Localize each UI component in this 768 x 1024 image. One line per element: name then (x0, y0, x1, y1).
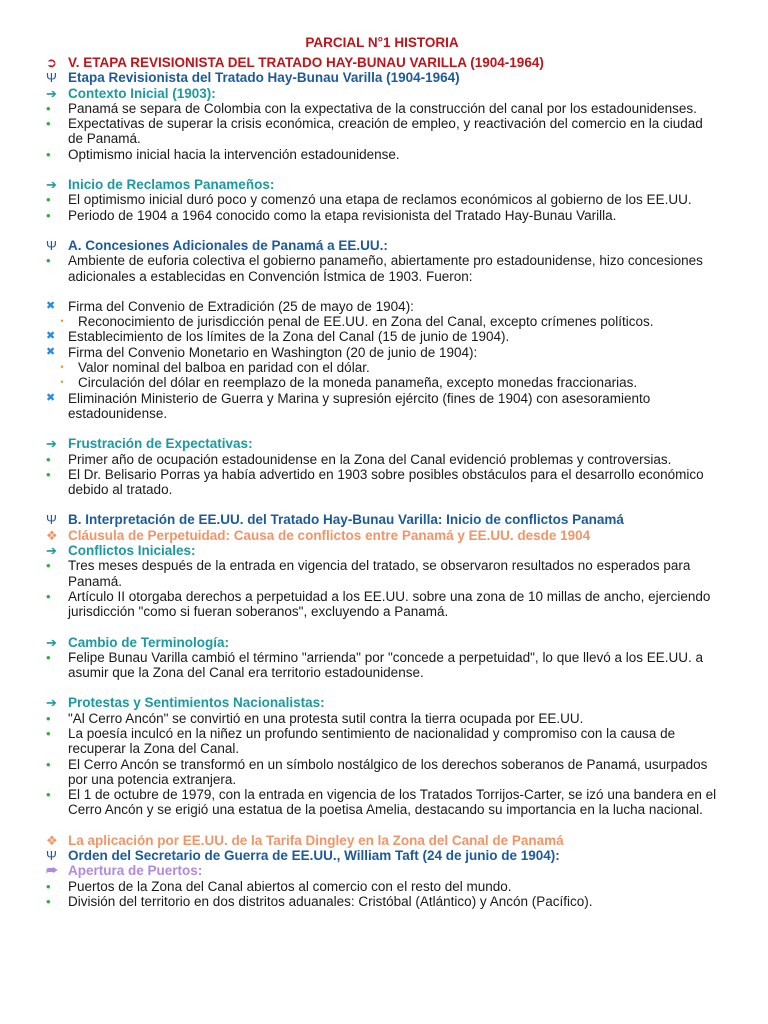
section-heading (46, 512, 718, 527)
page-title: PARCIAL N°1 HISTORIA (305, 35, 459, 50)
line-text: Panamá se separa de Colombia con la expectativa de la construcción del canal por los estadounidenses. (68, 100, 697, 116)
section-heading (46, 863, 718, 878)
spacer (46, 680, 718, 695)
line-text: El Dr. Belisario Porras ya había advertido en 1903 sobre posibles obstáculos para el desarrollo económico debido al tratado. (68, 466, 704, 498)
line-text: La aplicación por EE.UU. de la Tarifa Dingley en la Zona del Canal de Panamá (68, 832, 564, 848)
line-text: V. ETAPA REVISIONISTA DEL TRATADO HAY-BUNAU VARILLA (1904-1964) (68, 55, 544, 70)
bullet-item (46, 650, 718, 681)
sub-sub-item (46, 375, 718, 390)
line-marker-icon: • (46, 725, 51, 741)
spacer (46, 223, 718, 238)
spacer (46, 818, 718, 833)
line-marker-icon: Ψ (46, 512, 57, 528)
line-marker-icon: • (46, 100, 51, 116)
bullet-item (46, 787, 718, 818)
bullet-item (46, 253, 718, 284)
bullet-item (46, 879, 718, 894)
line-marker-icon: ➔ (46, 85, 57, 101)
line-marker-icon: • (60, 316, 64, 327)
line-text: División del territorio en dos distritos aduanales: Cristóbal (Atlántico) y Ancón (Pacífico). (68, 893, 593, 909)
line-text: Apertura de Puertos: (68, 863, 203, 879)
line-text: A. Concesiones Adicionales de Panamá a EE.UU.: (68, 237, 388, 253)
line-marker-icon: Ψ (46, 848, 57, 864)
line-marker-icon: • (46, 756, 51, 772)
bullet-item (46, 452, 718, 467)
sub-sub-item (46, 314, 718, 329)
bullet-item (46, 894, 718, 909)
line-text: Ambiente de euforia colectiva el gobierno panameño, abiertamente pro estadounidense, hizo concesiones adicionales a establecidas en Convención Ístmica de 1903. Fueron: (68, 253, 703, 284)
line-text: Orden del Secretario de Guerra de EE.UU., William Taft (24 de junio de 1904): (68, 848, 560, 864)
line-text: "Al Cerro Ancón" se convirtió en una protesta sutil contra la tierra ocupada por EE.UU. (68, 710, 584, 726)
line-marker-icon: • (46, 207, 51, 223)
line-marker-icon: • (60, 362, 64, 373)
line-text: Establecimiento de los límites de la Zona del Canal (15 de junio de 1904). (68, 329, 510, 345)
line-marker-icon: • (46, 710, 51, 726)
spacer (46, 421, 718, 436)
line-text: Artículo II otorgaba derechos a perpetuidad a los EE.UU. sobre una zona de 10 millas de ancho, ejerciendo jurisdicción "como si fueran soberanos", excluyendo a Panamá. (68, 588, 711, 620)
line-marker-icon: ✖ (46, 391, 56, 404)
section-heading (46, 86, 718, 101)
document-content (46, 55, 718, 909)
line-text: Contexto Inicial (1903): (68, 85, 216, 101)
line-text: Conflictos Iniciales: (68, 543, 196, 559)
section-heading (46, 543, 718, 558)
spacer (46, 162, 718, 177)
line-text: Valor nominal del balboa en paridad con el dólar. (78, 360, 370, 376)
section-heading (46, 177, 718, 192)
line-marker-icon: • (46, 146, 51, 162)
section-heading (46, 55, 718, 70)
line-marker-icon: • (46, 466, 51, 482)
bullet-item (46, 589, 718, 620)
line-text: El 1 de octubre de 1979, con la entrada en vigencia de los Tratados Torrijos-Carter, se izó una bandera en el Cerro Ancón y se erigió una estatua de la poetisa Amelia, destacando su importancia en la lucha nacional. (68, 787, 717, 818)
bullet-item (46, 208, 718, 223)
sub-item (46, 345, 718, 360)
line-marker-icon: • (46, 649, 51, 665)
sub-item (46, 391, 718, 422)
line-text: La poesía inculcó en la niñez un profundo sentimiento de nacionalidad y compromiso con la causa de recuperar la Zona del Canal. (68, 725, 676, 757)
section-heading (46, 238, 718, 253)
bullet-item (46, 757, 718, 788)
section-heading (46, 695, 718, 710)
line-text: Primer año de ocupación estadounidense en la Zona del Canal evidenció problemas y controversias. (68, 451, 672, 467)
bullet-item (46, 147, 718, 162)
line-text: Frustración de Expectativas: (68, 436, 253, 452)
bullet-item (46, 116, 718, 147)
section-heading (46, 635, 718, 650)
line-text: El optimismo inicial duró poco y comenzó una etapa de reclamos económicos al gobierno de los EE.UU. (68, 192, 692, 208)
line-marker-icon: • (46, 588, 51, 604)
section-heading (46, 848, 718, 863)
line-marker-icon: • (46, 878, 51, 894)
line-text: Eliminación Ministerio de Guerra y Marina y supresión ejército (fines de 1904) con asesoramiento estadounidense. (68, 390, 651, 421)
bullet-item (46, 192, 718, 207)
line-text: Optimismo inicial hacia la intervención estadounidense. (68, 146, 400, 162)
sub-item (46, 299, 718, 314)
bullet-item (46, 558, 718, 589)
line-text: Firma del Convenio Monetario en Washington (20 de junio de 1904): (68, 344, 478, 360)
spacer (46, 284, 718, 299)
line-marker-icon: • (46, 451, 51, 467)
line-marker-icon: ⮫ (46, 863, 59, 879)
line-text: El Cerro Ancón se transformó en un símbolo nostálgico de los derechos soberanos de Panamá, usurpados por una potencia extranjera. (68, 756, 708, 787)
line-text: Circulación del dólar en reemplazo de la moneda panameña, excepto monedas fraccionarias. (78, 375, 638, 391)
line-marker-icon: ➔ (46, 436, 57, 452)
line-text: Tres meses después de la entrada en vigencia del tratado, se observaron resultados no esperados para Panamá. (68, 558, 691, 589)
line-marker-icon: • (46, 253, 51, 269)
line-marker-icon: • (46, 558, 51, 574)
line-marker-icon: ✖ (46, 330, 56, 343)
line-text: Puertos de la Zona del Canal abiertos al comercio con el resto del mundo. (68, 878, 512, 894)
line-marker-icon: ❖ (46, 527, 58, 543)
line-marker-icon: ➔ (46, 634, 57, 650)
line-marker-icon: Ψ (46, 70, 57, 86)
line-marker-icon: ➔ (46, 695, 57, 711)
line-marker-icon: • (46, 893, 51, 909)
line-text: Protestas y Sentimientos Nacionalistas: (68, 695, 325, 711)
line-text: Cláusula de Perpetuidad: Causa de conflictos entre Panamá y EE.UU. desde 1904 (68, 527, 591, 543)
section-heading (46, 436, 718, 451)
line-text: Etapa Revisionista del Tratado Hay-Bunau Varilla (1904-1964) (68, 70, 460, 86)
bullet-item (46, 726, 718, 757)
line-marker-icon: • (46, 116, 51, 132)
line-marker-icon: ❖ (46, 832, 58, 848)
bullet-item (46, 467, 718, 498)
line-marker-icon: • (46, 787, 51, 803)
spacer (46, 497, 718, 512)
section-heading (46, 833, 718, 848)
line-marker-icon: ✖ (46, 299, 56, 312)
line-text: Firma del Convenio de Extradición (25 de mayo de 1904): (68, 298, 414, 314)
spacer (46, 620, 718, 635)
line-text: Inicio de Reclamos Panameños: (68, 177, 275, 193)
sub-sub-item (46, 360, 718, 375)
line-marker-icon: • (46, 192, 51, 208)
section-heading (46, 528, 718, 543)
line-text: Reconocimiento de jurisdicción penal de EE.UU. en Zona del Canal, excepto crímenes políticos. (78, 314, 654, 330)
line-marker-icon: ➲ (46, 55, 57, 70)
line-text: Felipe Bunau Varilla cambió el término "arrienda" por "concede a perpetuidad", lo que llevó a los EE.UU. a asumir que la Zona del Canal era territorio estadounidense. (68, 649, 704, 681)
line-marker-icon: ➔ (46, 543, 57, 559)
line-marker-icon: ✖ (46, 345, 56, 358)
line-text: B. Interpretación de EE.UU. del Tratado Hay-Bunau Varilla: Inicio de conflictos Panamá (68, 512, 624, 528)
bullet-item (46, 711, 718, 726)
line-text: Cambio de Terminología: (68, 634, 230, 650)
section-heading (46, 70, 718, 85)
line-text: Expectativas de superar la crisis económica, creación de empleo, y reactivación del comercio en la ciudad de Panamá. (68, 116, 703, 147)
line-text: Periodo de 1904 a 1964 conocido como la etapa revisionista del Tratado Hay-Bunau Varilla. (68, 207, 617, 223)
sub-item (46, 329, 718, 344)
line-marker-icon: • (60, 377, 64, 388)
line-marker-icon: ➔ (46, 177, 57, 193)
line-marker-icon: Ψ (46, 237, 57, 253)
bullet-item (46, 101, 718, 116)
